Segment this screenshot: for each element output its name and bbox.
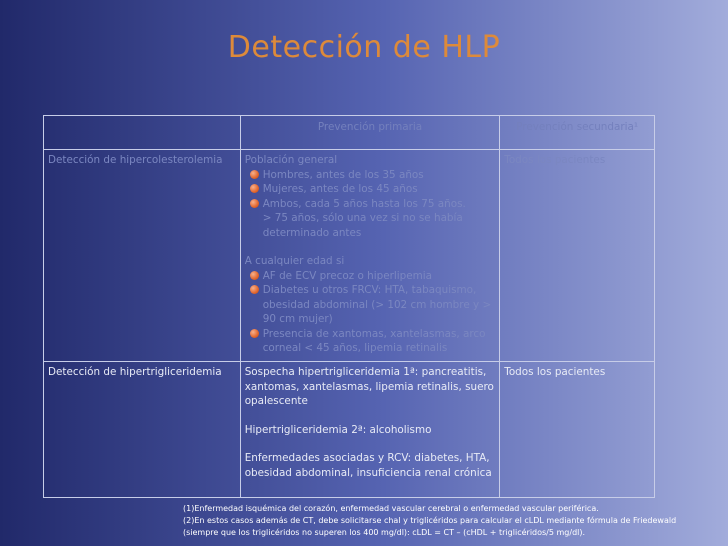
secondary-prevention-cell: Todos los pacientes <box>500 362 655 498</box>
detection-table <box>43 115 655 498</box>
list-item-no-bullet: > 75 años, sólo una vez si no se había determinado antes <box>262 212 463 239</box>
bullet-icon <box>250 184 259 193</box>
list-item: AF de ECV precoz o hiperlipemia <box>245 269 496 284</box>
list-item: Presencia de xantomas, xantelasmas, arco corneal < 45 años, lipemia retinalis <box>245 327 496 356</box>
row-label-hypercholesterolemia: Detección de hipercolesterolemia <box>44 150 241 362</box>
list-item: Mujeres, antes de los 45 años <box>245 182 496 197</box>
table-header-row <box>44 116 655 150</box>
footnotes <box>183 503 723 539</box>
bullet-icon <box>250 285 259 294</box>
group-title-general-population: Población general <box>244 154 338 166</box>
header-empty-cell <box>44 116 241 150</box>
bullet-icon <box>250 170 259 179</box>
header-secondary-prevention: Prevención secundaria¹ <box>500 116 655 150</box>
list-item: Diabetes u otros FRCV: HTA, tabaquismo, obesidad abdominal (> 102 cm hombre y > 90 cm mujer) <box>245 283 496 327</box>
slide-title: Detección de HLP <box>227 30 501 65</box>
row-label-hypertriglyceridemia: Detección de hipertrigliceridemia <box>44 362 241 498</box>
footnote-2: (2)En estos casos además de CT, debe solicitarse chal y triglicéridos para calcular el cLDL mediante fórmula de Friedewald <box>183 516 677 525</box>
text-block: Enfermedades asociadas y RCV: diabetes, HTA, obesidad abdominal, insuficiencia renal crónica <box>244 452 492 479</box>
table-row-hypertriglyceridemia <box>44 362 655 498</box>
group-title-any-age: A cualquier edad si <box>244 255 345 267</box>
footnote-3: (siempre que los triglicéridos no superen los 400 mg/dl): cLDL = CT – (cHDL + triglicéridos/5 mg/dl). <box>183 528 586 537</box>
bullet-icon <box>250 271 259 280</box>
footnote-1: (1)Enfermedad isquémica del corazón, enfermedad vascular cerebral o enfermedad vascular periférica. <box>183 504 599 513</box>
bullet-icon <box>250 329 259 338</box>
text-block: Hipertrigliceridemia 2ª: alcoholismo <box>244 423 432 436</box>
bullet-icon <box>250 199 259 208</box>
secondary-prevention-cell: Todos los pacientes <box>500 150 655 362</box>
primary-prevention-cell <box>240 150 500 362</box>
list-item: Ambos, cada 5 años hasta los 75 años. <box>245 197 496 212</box>
list-item: Hombres, antes de los 35 años <box>245 168 496 183</box>
general-population-list <box>245 168 496 241</box>
header-primary-prevention: Prevención primaria <box>240 116 500 150</box>
any-age-list <box>245 269 496 356</box>
table-row-hypercholesterolemia <box>44 150 655 362</box>
text-block: Sospecha hipertrigliceridemia 1ª: pancreatitis, xantomas, xantelasmas, lipemia retinalis, suero opalescente <box>244 366 494 407</box>
primary-prevention-cell <box>240 362 500 498</box>
